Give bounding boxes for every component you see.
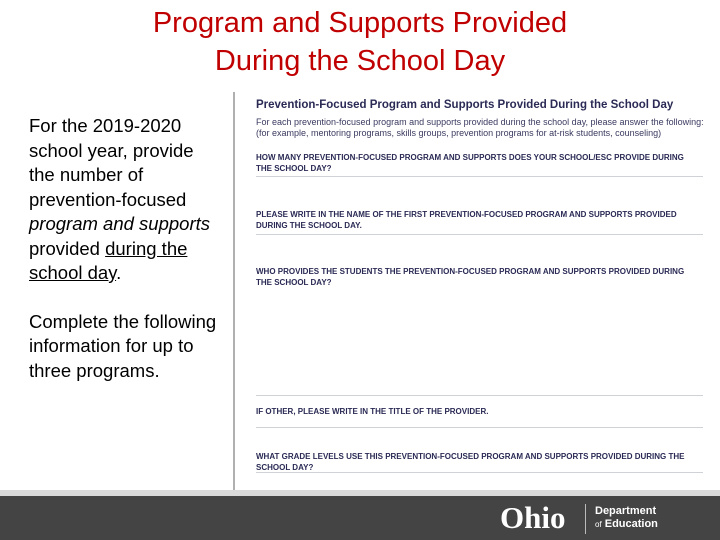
department-line-1: Department bbox=[595, 505, 657, 517]
answer-field-2[interactable] bbox=[256, 234, 703, 235]
ohio-logo: Ohio bbox=[500, 500, 566, 535]
instructions-paragraph-2: Complete the following information for up to three programs. bbox=[29, 310, 217, 381]
department-line-2 bbox=[595, 518, 658, 531]
answer-field-4[interactable] bbox=[256, 427, 703, 428]
answer-field-3[interactable] bbox=[256, 395, 703, 396]
form-question-1: HOW MANY PREVENTION-FOCUSED PROGRAM AND SUPPORTS DOES YOUR SCHOOL/ESC PROVIDE DURING THE SCHOOL DAY? bbox=[256, 153, 684, 173]
slide-title bbox=[0, 4, 720, 80]
instructions-text-part: For the 2019-2020 school year, provide the number of prevention-focused bbox=[29, 115, 194, 210]
department-of: of bbox=[595, 520, 602, 529]
form-question-2: PLEASE WRITE IN THE NAME OF THE FIRST PREVENTION-FOCUSED PROGRAM AND SUPPORTS PROVIDED DURING THE SCHOOL DAY. bbox=[256, 210, 677, 230]
instructions-text-part: . bbox=[116, 262, 122, 283]
slide-title-line-1: Program and Supports Provided bbox=[152, 7, 568, 39]
form-question-5: WHAT GRADE LEVELS USE THIS PREVENTION-FOCUSED PROGRAM AND SUPPORTS PROVIDED DURING THE SCHOOL DAY? bbox=[256, 452, 685, 472]
form-question-3: WHO PROVIDES THE STUDENTS THE PREVENTION-FOCUSED PROGRAM AND SUPPORTS PROVIDED DURING THE SCHOOL DAY? bbox=[256, 267, 685, 287]
department-education: Education bbox=[604, 518, 658, 530]
instructions-underline: during the school day bbox=[29, 237, 188, 283]
logo-divider bbox=[585, 504, 586, 534]
instructions-emphasis: program and supports bbox=[29, 213, 210, 234]
form-question-4: IF OTHER, PLEASE WRITE IN THE TITLE OF THE PROVIDER. bbox=[256, 407, 489, 416]
survey-form-screenshot bbox=[233, 92, 711, 490]
instructions-paragraph-1 bbox=[29, 114, 219, 286]
instructions-text-part: provided bbox=[29, 237, 106, 259]
department-name bbox=[595, 505, 658, 531]
instructions-text bbox=[29, 114, 219, 383]
answer-field-1[interactable] bbox=[256, 176, 703, 177]
answer-field-5[interactable] bbox=[256, 472, 703, 473]
form-title: Prevention-Focused Program and Supports Provided During the School Day bbox=[256, 99, 674, 111]
slide-title-line-2: During the School Day bbox=[214, 45, 506, 77]
form-description: For each prevention-focused program and supports provided during the school day, please answer the following: (for example, mentoring programs, skills groups, prevention programs for at-risk students, counseling) bbox=[256, 117, 704, 138]
